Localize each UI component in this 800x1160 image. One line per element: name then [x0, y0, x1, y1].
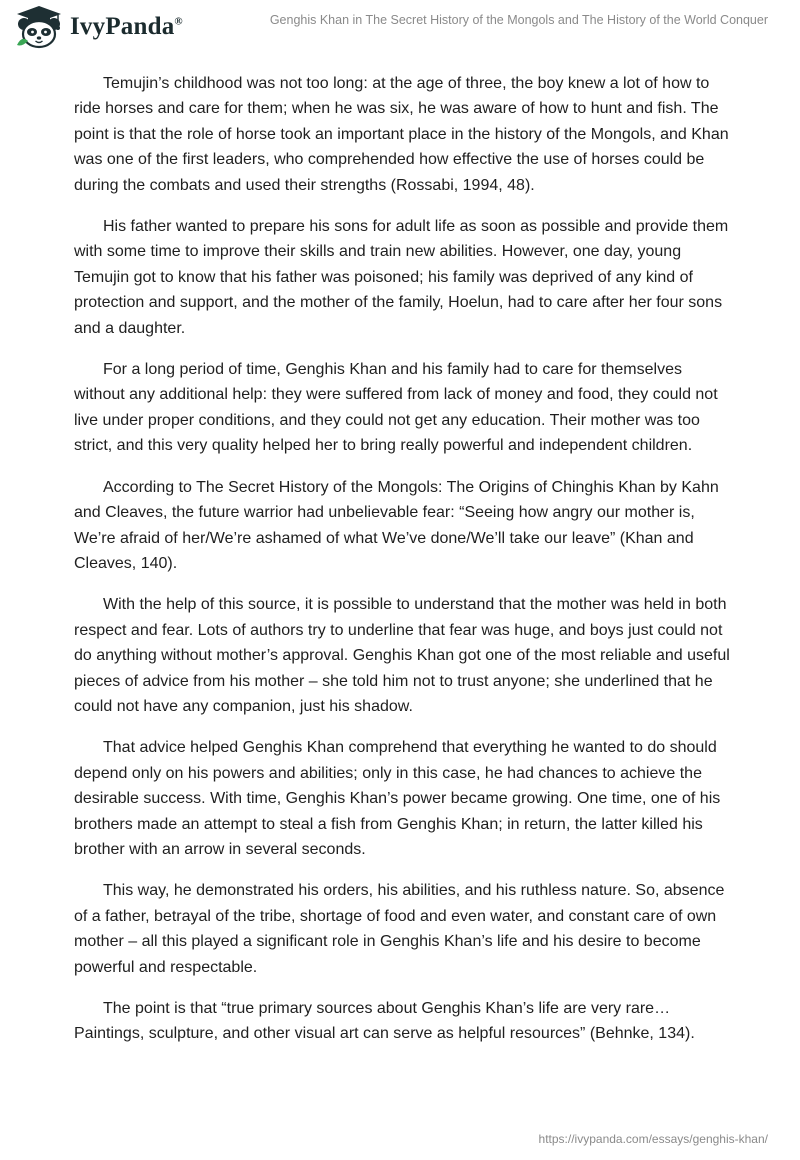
- paragraph: The point is that “true primary sources about Genghis Khan’s life are very rare… Paintings, sculpture, and other visual art can serve as helpful resources” (Behnke, 134).: [74, 1000, 695, 1043]
- paragraph: That advice helped Genghis Khan comprehend that everything he wanted to do should depend only on his powers and abilities; only in this case, he had chances to achieve the desirable success. With time, Genghis Khan’s power became growing. One time, one of his brothers made an attempt to steal a fish from Genghis Khan; in return, the latter killed his brother with an arrow in several seconds.: [74, 739, 721, 858]
- logo-text: IvyPanda®: [70, 13, 183, 40]
- paragraph: Temujin’s childhood was not too long: at the age of three, the boy knew a lot of how to ride horses and care for them; when he was six, he was aware of how to hunt and fish. The point is that the role of horse took an important place in the history of the Mongols, and Khan was one of the first leaders, who comprehended how effective the use of horses could be during the combats and used their strengths (Rossabi, 1994, 48).: [74, 75, 729, 194]
- paragraph: With the help of this source, it is possible to understand that the mother was held in both respect and fear. Lots of authors try to underline that fear was huge, and boys just could not do anything without mother’s approval. Genghis Khan got one of the most reliable and useful pieces of advice from his mother – she told him not to trust anyone; she underlined that he could not have any companion, just his shadow.: [74, 596, 730, 715]
- document-title: Genghis Khan in The Secret History of the Mongols and The History of the World Conquer: [269, 13, 768, 27]
- panda-graduate-icon: [14, 5, 64, 49]
- footer-source-url[interactable]: https://ivypanda.com/essays/genghis-khan/: [538, 1132, 768, 1146]
- paragraph: This way, he demonstrated his orders, his abilities, and his ruthless nature. So, absence of a father, betrayal of the tribe, shortage of food and even water, and constant care of own mother – all this played a significant role in Genghis Khan’s life and his desire to become powerful and respectable.: [74, 882, 725, 976]
- ivypanda-logo[interactable]: [14, 5, 183, 49]
- essay-body: [74, 71, 734, 1063]
- paragraph: According to The Secret History of the Mongols: The Origins of Chinghis Khan by Kahn and Cleaves, the future warrior had unbelievable fear: “Seeing how angry our mother is, We’re afraid of her/We’re ashamed of what We’ve done/We’ll take our leave” (Khan and Cleaves, 140).: [74, 478, 719, 572]
- paragraph: For a long period of time, Genghis Khan and his family had to care for themselves without any additional help: they were suffered from lack of money and food, they could not live under proper conditions, and they could not get any education. Their mother was too strict, and this very quality helped her to bring really powerful and independent children.: [74, 361, 718, 455]
- page-header: [0, 0, 800, 52]
- paragraph: His father wanted to prepare his sons for adult life as soon as possible and provide them with some time to improve their skills and train new abilities. However, one day, young Temujin got to know that his father was poisoned; his family was deprived of any kind of protection and support, and the mother of the family, Hoelun, had to care after her four sons and a daughter.: [74, 218, 729, 337]
- registered-mark: ®: [174, 15, 183, 28]
